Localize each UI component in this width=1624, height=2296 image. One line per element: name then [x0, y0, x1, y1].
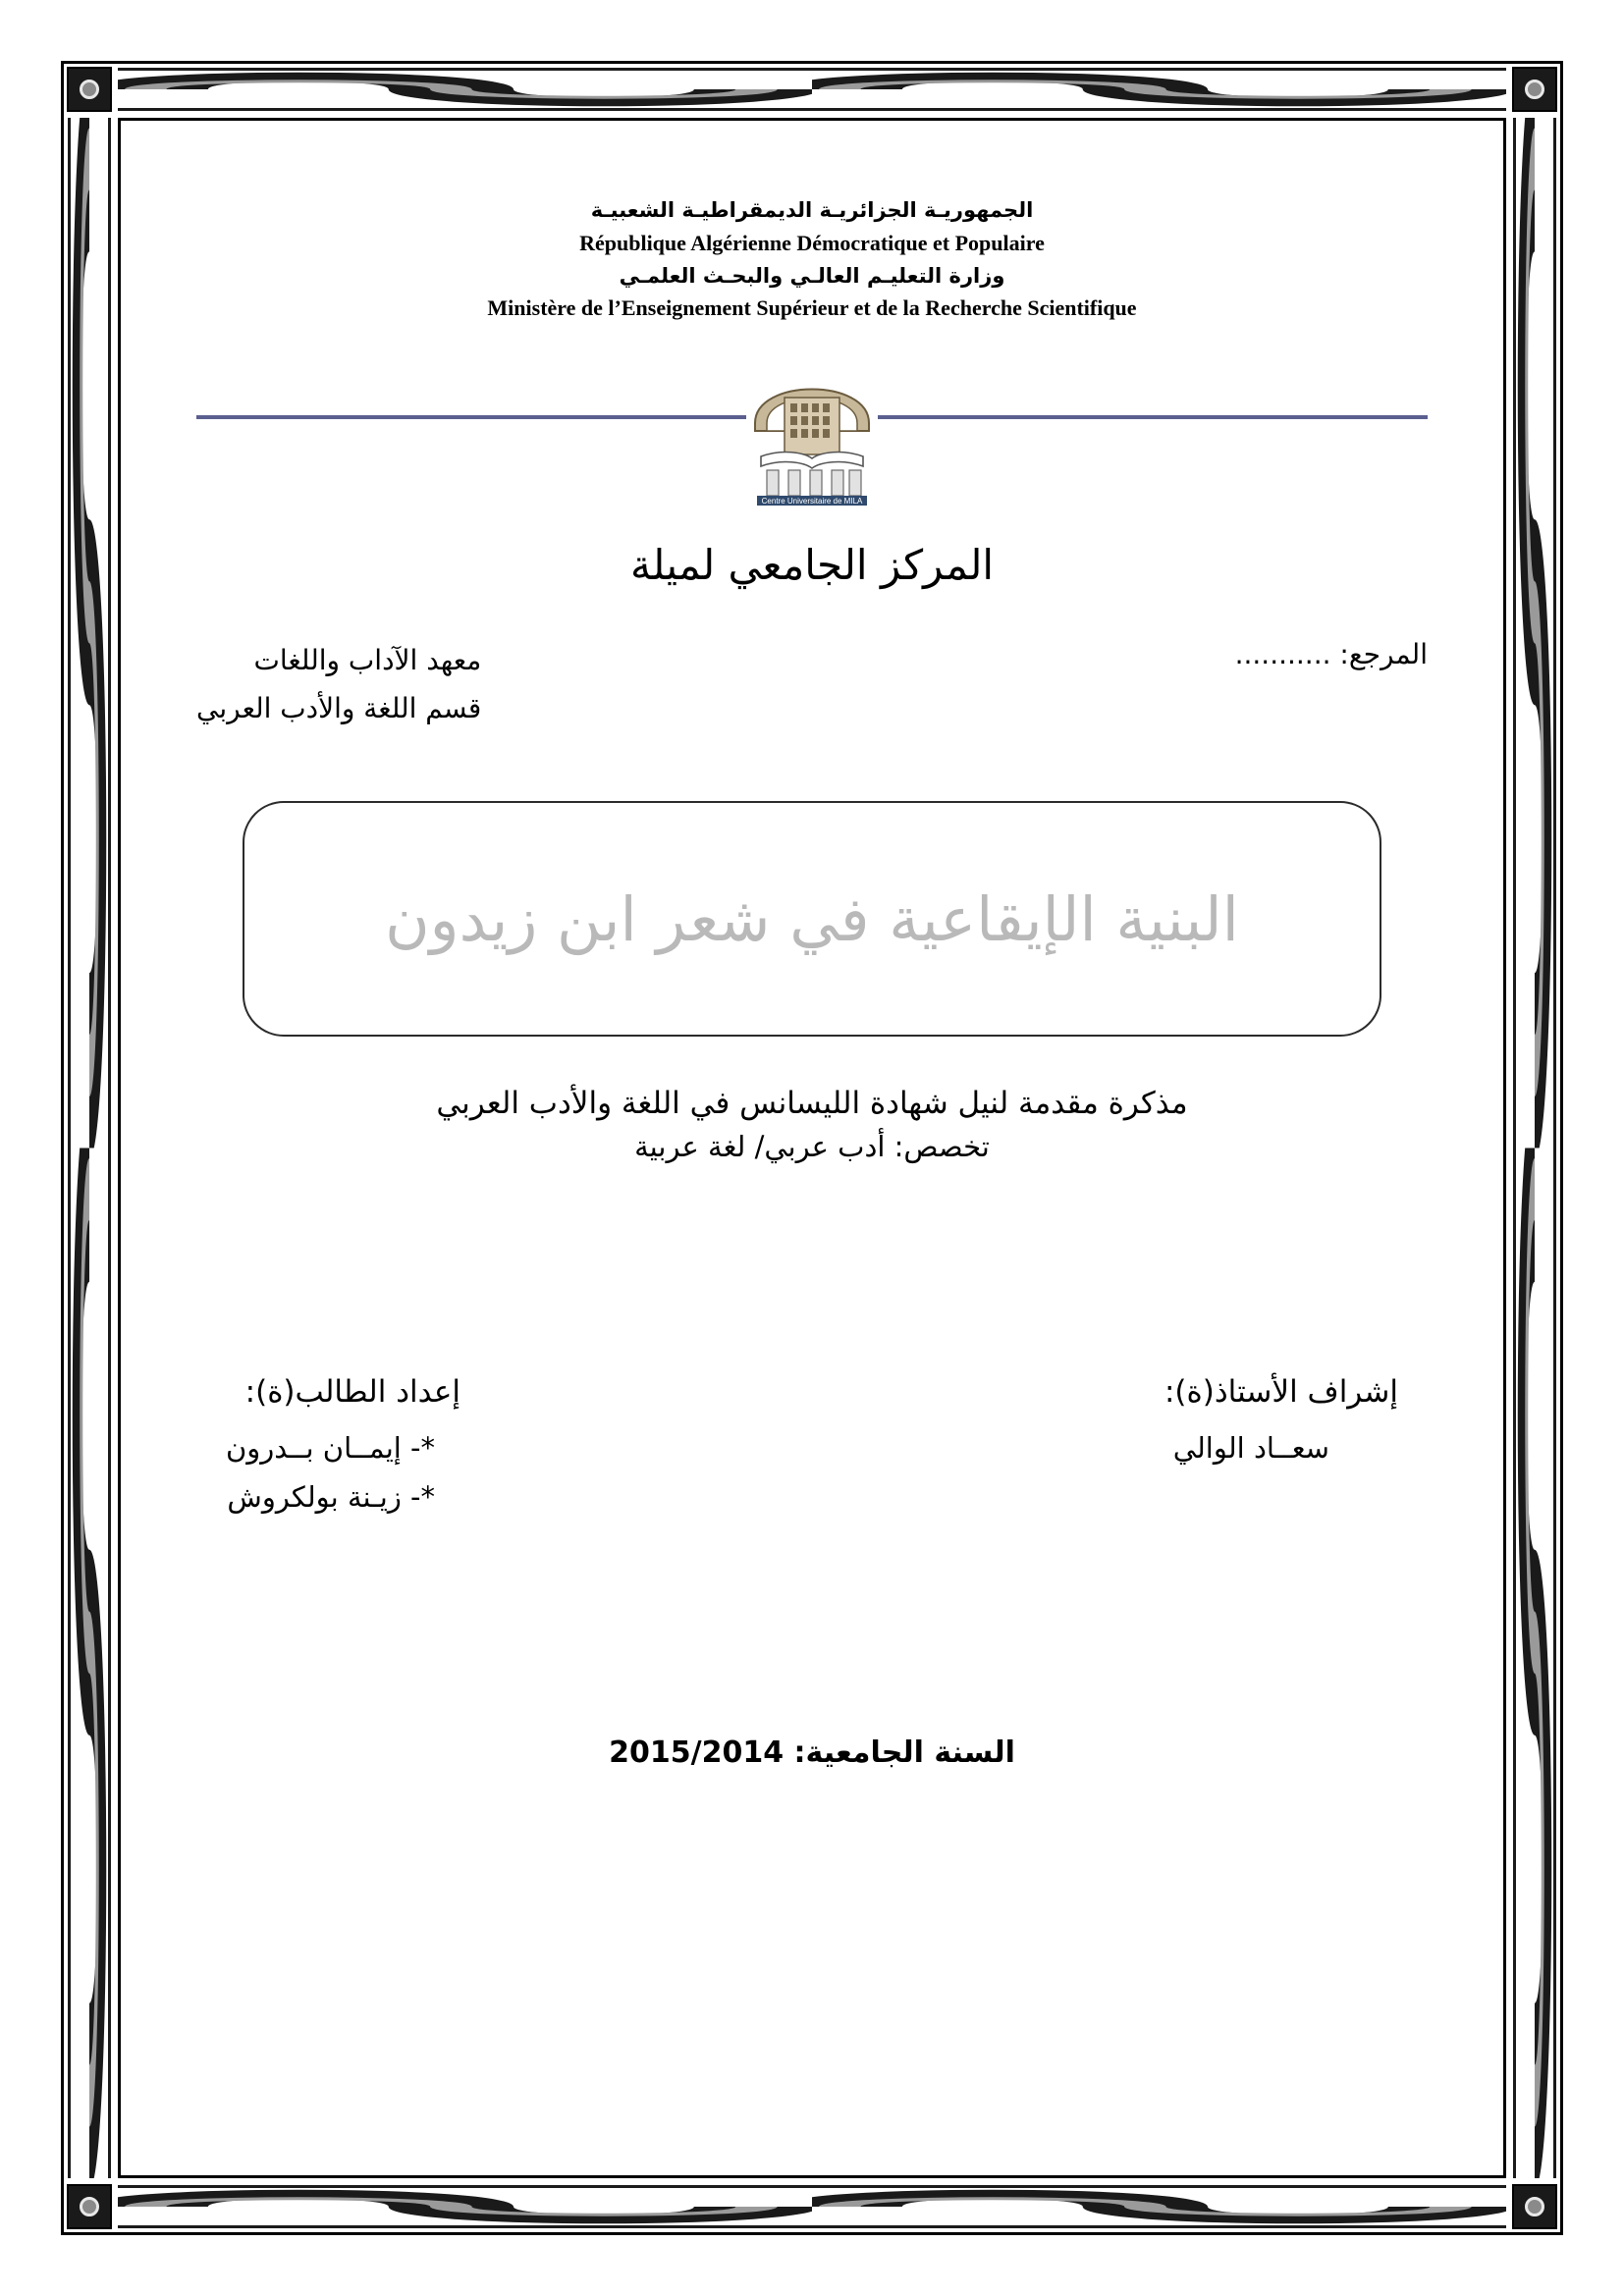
- institute-block: [196, 636, 481, 732]
- cover-page-content: [137, 137, 1487, 2159]
- official-header: [196, 194, 1428, 325]
- ornament-band-left: [67, 118, 112, 2178]
- academic-year-value: 2015/2014: [609, 1735, 785, 1770]
- university-title: المركز الجامعي لميلة: [629, 541, 995, 590]
- ornament-band-top: [118, 67, 1506, 112]
- thesis-speciality: تخصص: أدب عربي/ لغة عربية: [634, 1129, 990, 1163]
- corner-medallion-bottom-left: [67, 2184, 112, 2229]
- supervisor-heading: إشراف الأستاذ(ة):: [1164, 1373, 1398, 1410]
- ministry-line-arabic: وزارة التعليـم العالـي والبحـث العلمـي: [619, 263, 1005, 288]
- republic-line-french: République Algérienne Démocratique et Populaire: [579, 230, 1045, 255]
- institute-reference-row: [196, 636, 1428, 732]
- students-block: [226, 1374, 460, 1529]
- student-name: *- إيمــان بــدرون: [226, 1430, 436, 1465]
- academic-year-label: السنة الجامعية:: [793, 1735, 1015, 1770]
- thesis-subtitle: مذكرة مقدمة لنيل شهادة الليسانس في اللغة والأدب العربي: [436, 1086, 1188, 1122]
- people-row: [196, 1374, 1428, 1529]
- students-heading: إعداد الطالب(ة):: [244, 1373, 461, 1410]
- thesis-title-box: [243, 801, 1381, 1037]
- thesis-title: البنية الإيقاعية في شعر ابن زيدون: [385, 882, 1239, 955]
- university-logo-icon: [733, 354, 891, 511]
- ornament-band-bottom: [118, 2184, 1506, 2229]
- corner-medallion-top-left: [67, 67, 112, 112]
- institute-name: معهد الآداب واللغات: [253, 644, 482, 677]
- supervisor-block: [1164, 1374, 1398, 1529]
- corner-medallion-top-right: [1512, 67, 1557, 112]
- logo-row: [196, 354, 1428, 511]
- reference-field: المرجع: ...........: [1234, 638, 1428, 671]
- logo-caption-text: Centre Universitaire de MILA: [761, 497, 863, 507]
- ornament-band-right: [1512, 118, 1557, 2178]
- ministry-line-french: Ministère de l’Enseignement Supérieur et de la Recherche Scientifique: [487, 295, 1137, 321]
- header-rule-left: [196, 415, 746, 419]
- header-rule-right: [878, 415, 1428, 419]
- corner-medallion-bottom-right: [1512, 2184, 1557, 2229]
- department-name: قسم اللغة والأدب العربي: [196, 692, 482, 725]
- academic-year: [196, 1735, 1428, 1770]
- republic-line-arabic: الجمهوريـة الجزائريـة الديمقراطيـة الشعبيـة: [590, 198, 1034, 222]
- supervisor-name: سعــاد الوالي: [1172, 1430, 1329, 1465]
- student-name: *- زيـنة بولكروش: [227, 1479, 436, 1514]
